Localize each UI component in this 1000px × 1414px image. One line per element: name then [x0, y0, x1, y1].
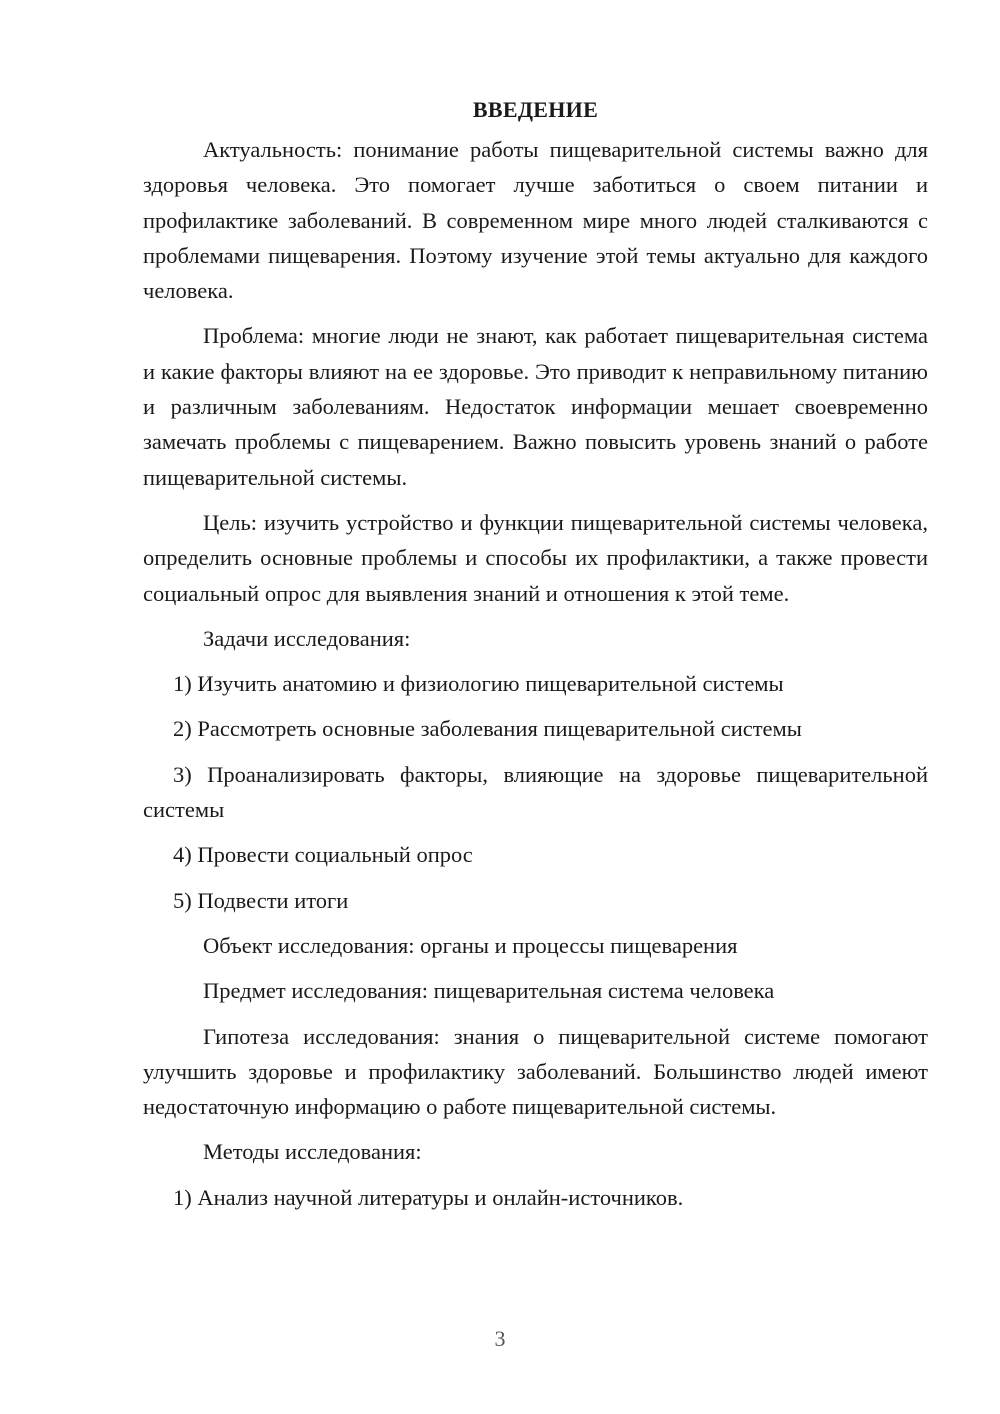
subject-paragraph: Предмет исследования: пищеварительная система человека	[203, 978, 775, 1004]
section-title: ВВЕДЕНИЕ	[472, 97, 599, 122]
task-item-1: 1) Изучить анатомию и физиологию пищеварительной системы	[173, 671, 784, 697]
document-page	[143, 92, 928, 1225]
task-item-2: 2) Рассмотреть основные заболевания пищеварительной системы	[173, 716, 802, 742]
hypothesis-paragraph: Гипотеза исследования: знания о пищеварительной системе помогают улучшить здоровье и профилактику заболеваний. Большинство людей имеют недостаточную информацию о работе пищеварительной системы.	[143, 1023, 928, 1120]
problem-paragraph: Проблема: многие люди не знают, как работает пищеварительная система и какие факторы влияют на ее здоровье. Это приводит к неправильному питанию и различным заболеваниям. Недостаток информации мешает своевременно замечать проблемы с пищеварением. Важно повысить уровень знаний о работе пищеварительной системы.	[143, 323, 928, 490]
task-item-3: 3) Проанализировать факторы, влияющие на здоровье пищеварительной системы	[143, 761, 928, 823]
object-paragraph: Объект исследования: органы и процессы пищеварения	[203, 932, 738, 958]
methods-heading: Методы исследования:	[203, 1139, 422, 1165]
page-number: 3	[494, 1326, 506, 1351]
tasks-heading: Задачи исследования:	[203, 625, 411, 651]
task-item-4: 4) Провести социальный опрос	[173, 842, 473, 868]
goal-paragraph: Цель: изучить устройство и функции пищеварительной системы человека, определить основные проблемы и способы их профилактики, а также провести социальный опрос для выявления знаний и отношения к этой теме.	[143, 509, 928, 606]
relevance-paragraph: Актуальность: понимание работы пищеварительной системы важно для здоровья человека. Это помогает лучше заботиться о своем питании и профилактике заболеваний. В современном мире много людей сталкиваются с проблемами пищеварения. Поэтому изучение этой темы актуально для каждого человека.	[143, 137, 928, 304]
task-item-5: 5) Подвести итоги	[173, 887, 349, 913]
method-item-1: 1) Анализ научной литературы и онлайн-источников.	[173, 1184, 684, 1210]
